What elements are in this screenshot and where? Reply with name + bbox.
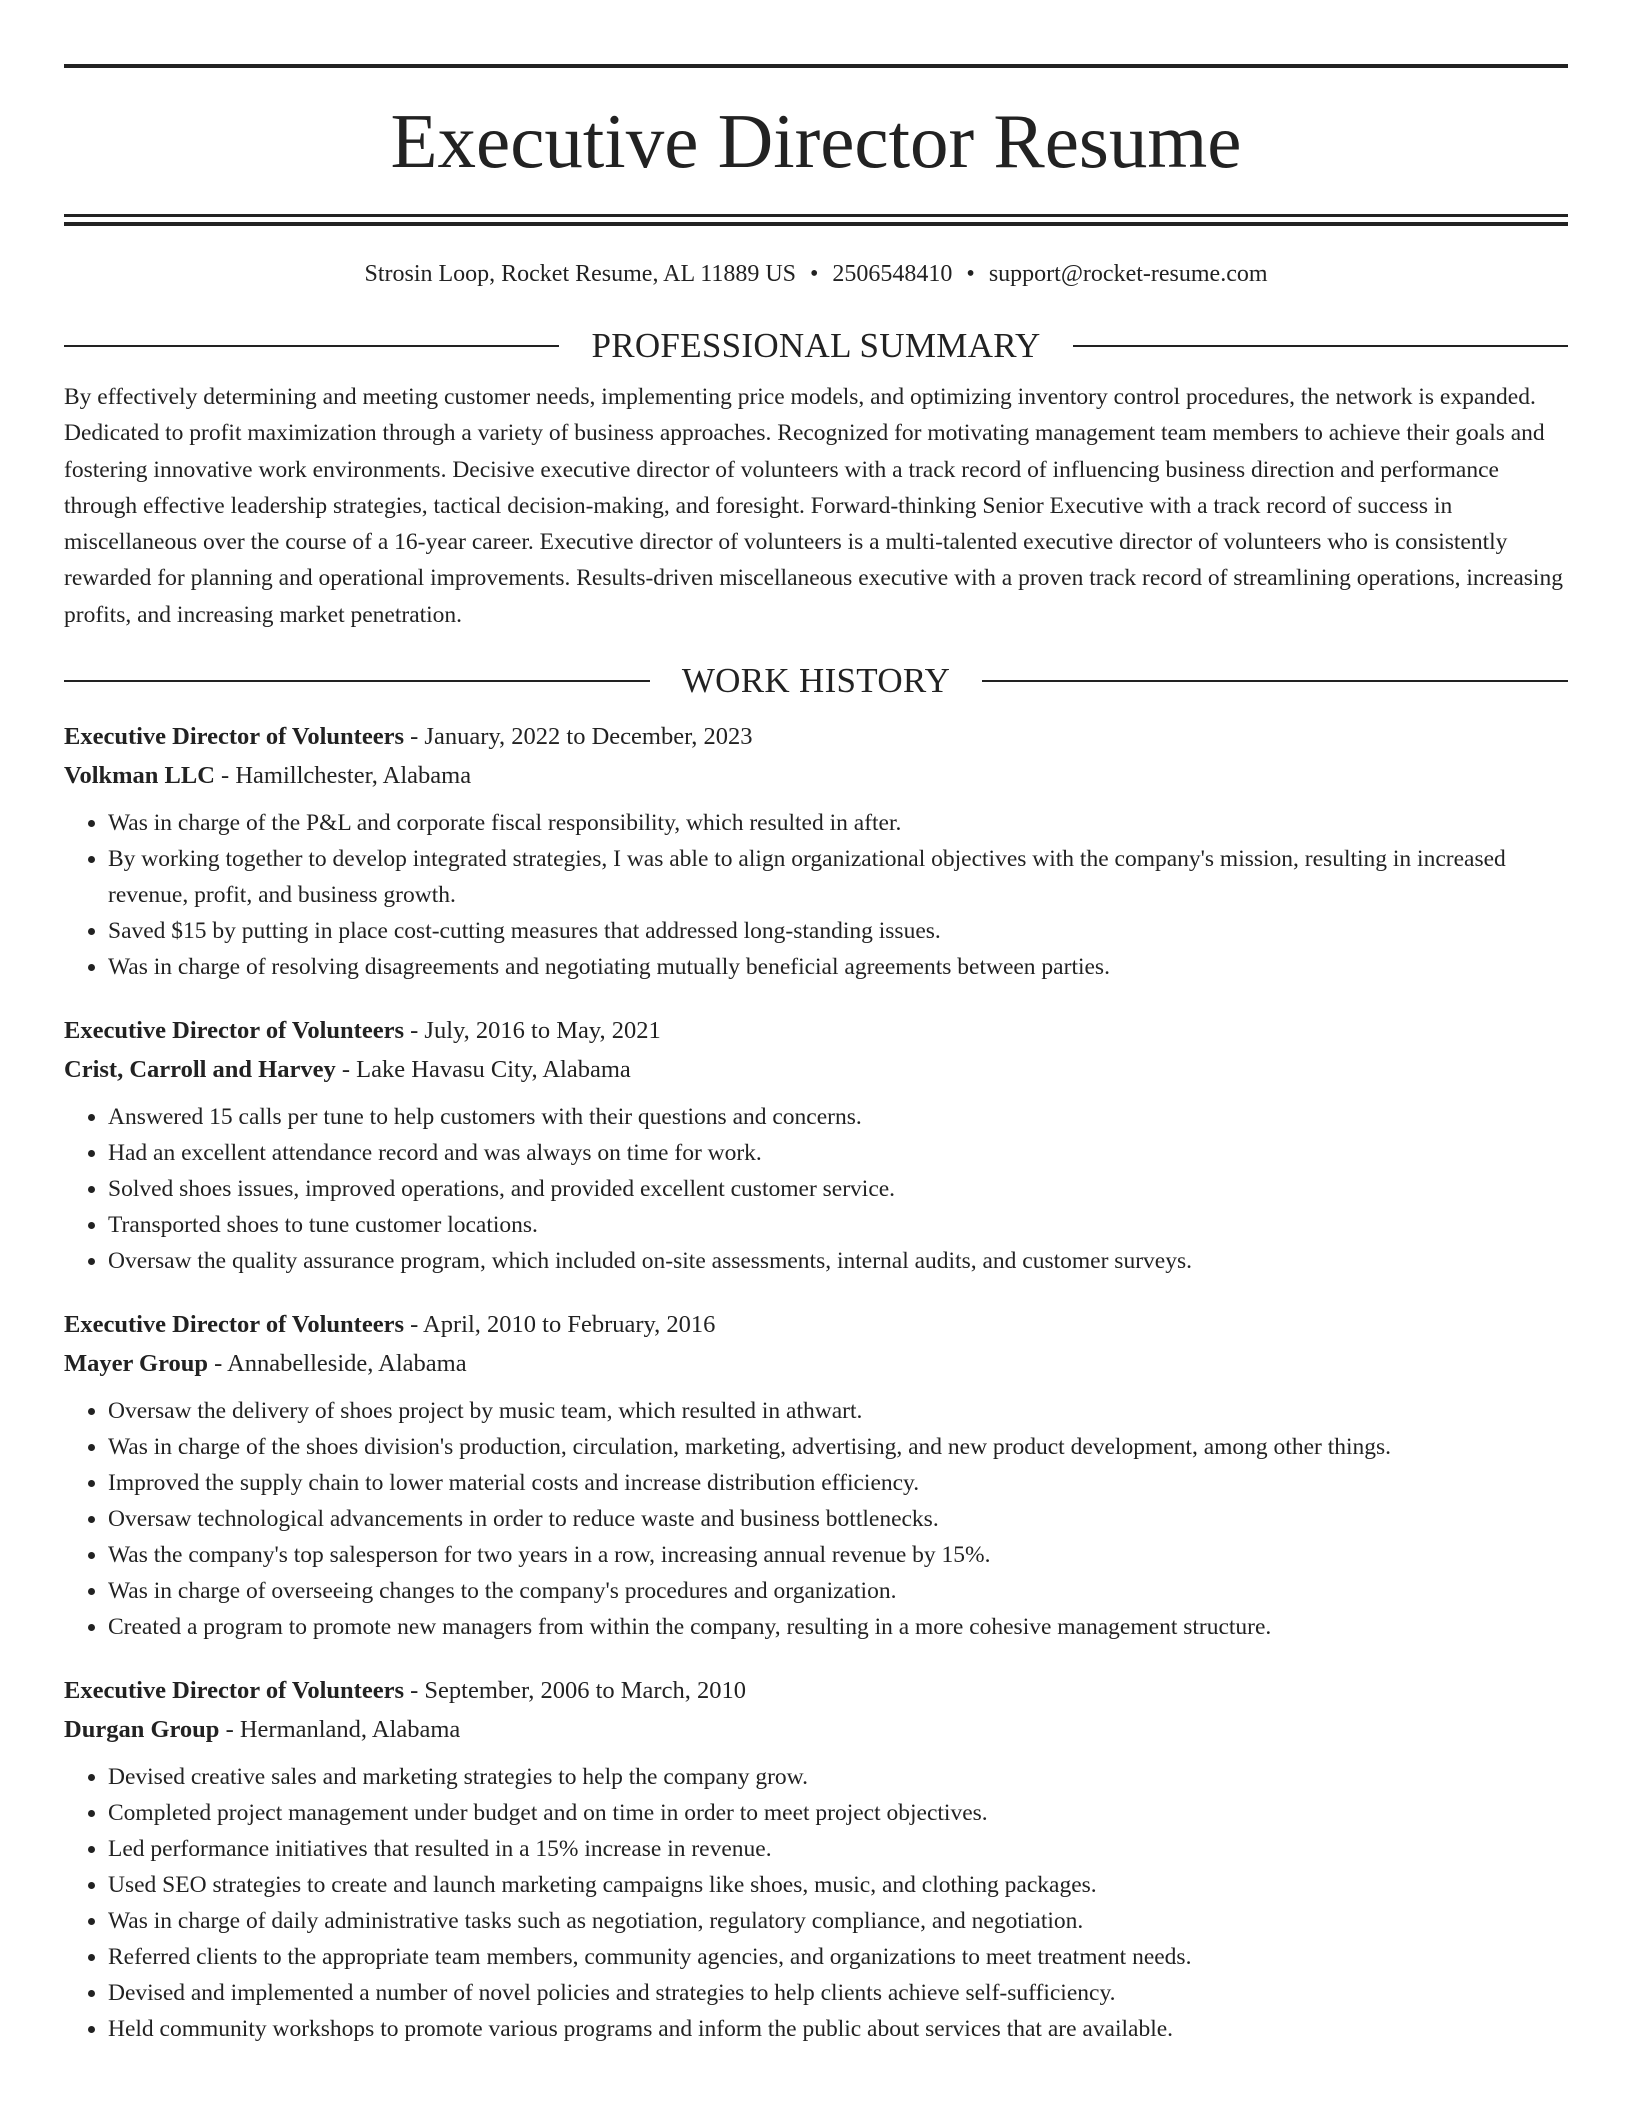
job-bullet: • Created a program to promote new managers from within the company, resulting in a more cohesive management structure. xyxy=(108,1609,1568,1645)
job-company-line xyxy=(64,1344,1568,1383)
job-entry xyxy=(64,1011,1568,1279)
job-bullet: • Oversaw the quality assurance program, which included on-site assessments, internal audits, and customer surveys. xyxy=(108,1243,1568,1279)
job-bullet: • Was in charge of daily administrative tasks such as negotiation, regulatory compliance, and negotiation. xyxy=(108,1903,1568,1939)
job-title: Executive Director of Volunteers xyxy=(64,1017,404,1045)
job-bullet: • Oversaw technological advancements in order to reduce waste and business bottlenecks. xyxy=(108,1501,1568,1537)
job-entry xyxy=(64,1305,1568,1645)
job-bullet: • Saved $15 by putting in place cost-cutting measures that addressed long-standing issues. xyxy=(108,913,1568,949)
job-company: Volkman LLC xyxy=(64,762,215,790)
heading-rule-right xyxy=(982,680,1568,682)
job-bullet-list xyxy=(64,1099,1568,1279)
job-location: - Hamillchester, Alabama xyxy=(214,762,472,790)
job-bullet-list xyxy=(64,1759,1568,2047)
job-location: - Lake Havasu City, Alabama xyxy=(335,1056,631,1084)
work-history-heading xyxy=(64,661,1568,701)
job-bullet: • Referred clients to the appropriate team members, community agencies, and organizations to meet treatment needs. xyxy=(108,1939,1568,1975)
job-bullet: • Was in charge of resolving disagreements and negotiating mutually beneficial agreements between parties. xyxy=(108,949,1568,985)
job-title: Executive Director of Volunteers xyxy=(64,723,404,751)
job-bullet: • Devised creative sales and marketing strategies to help the company grow. xyxy=(108,1759,1568,1795)
summary-heading-label: PROFESSIONAL SUMMARY xyxy=(591,326,1041,365)
contact-line xyxy=(64,259,1568,289)
job-company-line xyxy=(64,1050,1568,1089)
job-company: Crist, Carroll and Harvey xyxy=(64,1056,336,1084)
contact-address: Strosin Loop, Rocket Resume, AL 11889 US xyxy=(364,261,797,287)
resume-page xyxy=(64,0,1568,2047)
job-company: Mayer Group xyxy=(64,1350,209,1378)
heading-rule-left xyxy=(64,680,650,682)
job-bullet: • Solved shoes issues, improved operations, and provided excellent customer service. xyxy=(108,1171,1568,1207)
summary-text: By effectively determining and meeting customer needs, implementing price models, and optimizing inventory control procedures, the network is expanded. Dedicated to profit maximization through a variety of business approaches. Recognized for motivating management team members to achieve their goals and fostering innovative work environments. Decisive executive director of volunteers with a track record of influencing business direction and performance through effective leadership strategies, tactical decision-making, and foresight. Forward-thinking Senior Executive with a track record of success in miscellaneous over the course of a 16-year career. Executive director of volunteers is a multi-talented executive director of volunteers who is consistently rewarded for planning and operational improvements. Results-driven miscellaneous executive with a proven track record of streamlining operations, increasing profits, and increasing market penetration. xyxy=(64,384,1563,628)
summary-heading xyxy=(64,326,1568,366)
job-bullet: • Was in charge of overseeing changes to the company's procedures and organization. xyxy=(108,1573,1568,1609)
job-bullet: • By working together to develop integrated strategies, I was able to align organizational objectives with the company's mission, resulting in increased revenue, profit, and business growth. xyxy=(108,841,1568,913)
job-entry xyxy=(64,1671,1568,2047)
job-bullet: • Was in charge of the shoes division's production, circulation, marketing, advertising, and new product development, among other things. xyxy=(108,1429,1568,1465)
job-bullet: • Held community workshops to promote various programs and inform the public about services that are available. xyxy=(108,2011,1568,2047)
job-company: Durgan Group xyxy=(64,1716,220,1744)
contact-phone: 2506548410 xyxy=(832,261,953,287)
job-dates: - January, 2022 to December, 2023 xyxy=(404,723,753,751)
job-title: Executive Director of Volunteers xyxy=(64,1677,404,1705)
job-bullet: • Led performance initiatives that resulted in a 15% increase in revenue. xyxy=(108,1831,1568,1867)
top-rule xyxy=(64,64,1568,68)
job-bullet: • Had an excellent attendance record and was always on time for work. xyxy=(108,1135,1568,1171)
job-entry xyxy=(64,717,1568,985)
job-company-line xyxy=(64,756,1568,795)
job-bullet: • Improved the supply chain to lower material costs and increase distribution efficiency. xyxy=(108,1465,1568,1501)
job-bullet-list xyxy=(64,1393,1568,1645)
job-location: - Hermanland, Alabama xyxy=(219,1716,461,1744)
heading-rule-right xyxy=(1073,345,1568,347)
work-history-heading-label: WORK HISTORY xyxy=(681,661,951,701)
resume-title: Executive Director Resume xyxy=(390,98,1242,184)
job-dates: - April, 2010 to February, 2016 xyxy=(404,1311,716,1339)
job-bullet: • Transported shoes to tune customer locations. xyxy=(108,1207,1568,1243)
job-title-line xyxy=(64,1011,1568,1050)
job-list xyxy=(64,717,1568,2047)
contact-email: support@rocket-resume.com xyxy=(988,261,1268,287)
job-company-line xyxy=(64,1710,1568,1749)
job-title-line xyxy=(64,1671,1568,1710)
job-bullet: • Devised and implemented a number of novel policies and strategies to help clients achieve self-sufficiency. xyxy=(108,1975,1568,2011)
job-bullet: • Answered 15 calls per tune to help customers with their questions and concerns. xyxy=(108,1099,1568,1135)
job-bullet: • Used SEO strategies to create and launch marketing campaigns like shoes, music, and clothing packages. xyxy=(108,1867,1568,1903)
job-title-line xyxy=(64,1305,1568,1344)
job-title-line xyxy=(64,717,1568,756)
job-bullet: • Oversaw the delivery of shoes project by music team, which resulted in athwart. xyxy=(108,1393,1568,1429)
job-title: Executive Director of Volunteers xyxy=(64,1311,404,1339)
heading-rule-left xyxy=(64,345,559,347)
job-bullet: • Completed project management under budget and on time in order to meet project objectives. xyxy=(108,1795,1568,1831)
job-location: - Annabelleside, Alabama xyxy=(208,1350,467,1378)
job-dates: - July, 2016 to May, 2021 xyxy=(404,1017,661,1045)
contact-separator: • xyxy=(966,261,975,287)
contact-separator: • xyxy=(810,261,819,287)
job-bullet: • Was in charge of the P&L and corporate fiscal responsibility, which resulted in after. xyxy=(108,805,1568,841)
title-double-rule xyxy=(64,214,1568,226)
job-dates: - September, 2006 to March, 2010 xyxy=(404,1677,746,1705)
job-bullet-list xyxy=(64,805,1568,985)
job-bullet: • Was the company's top salesperson for two years in a row, increasing annual revenue by 15%. xyxy=(108,1537,1568,1573)
